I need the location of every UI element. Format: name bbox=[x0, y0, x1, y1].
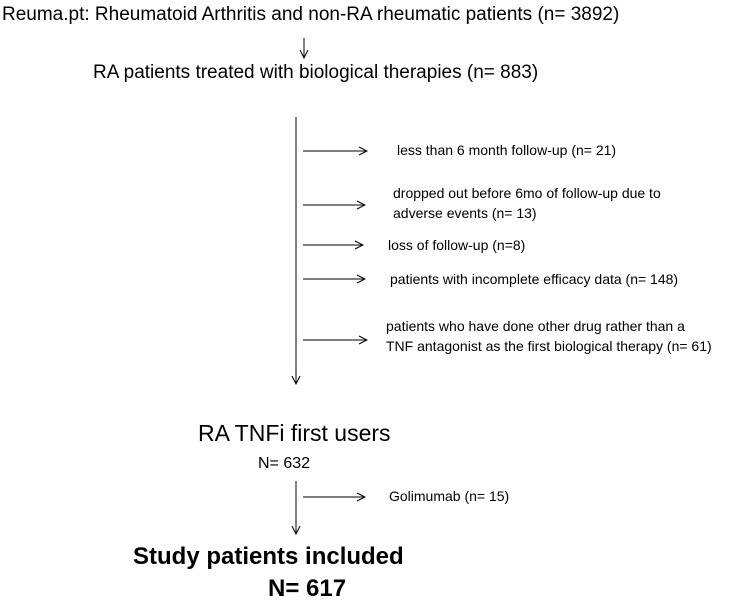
exclusion-other-first-drug bbox=[386, 317, 712, 356]
exclusion-adverse-events bbox=[393, 184, 661, 223]
exclusion-less-than-6-month bbox=[397, 142, 616, 159]
exclusion-line: patients who have done other drug rather than a bbox=[386, 318, 685, 334]
exclusion-line: TNF antagonist as the first biological therapy (n= 61) bbox=[386, 337, 712, 354]
exclusion-loss-of-follow-up bbox=[388, 237, 525, 254]
exclusion-line: adverse events (n= 13) bbox=[393, 204, 537, 221]
exclusion-incomplete-efficacy bbox=[390, 271, 678, 288]
exclusion-golimumab: Golimumab (n= 15) bbox=[389, 488, 510, 504]
exclusion-line: loss of follow-up (n=8) bbox=[388, 237, 526, 253]
tnfi-first-users-count: N= 632 bbox=[258, 455, 311, 472]
tnfi-first-users-label: RA TNFi first users bbox=[198, 420, 391, 446]
source-population-label: Reuma.pt: Rheumatoid Arthritis and non-RA rheumatic patients (n= 3892) bbox=[2, 4, 620, 25]
ra-biologic-patients-label: RA patients treated with biological therapies (n= 883) bbox=[93, 62, 539, 83]
study-patients-included-count: N= 617 bbox=[268, 575, 347, 602]
exclusion-line: patients with incomplete efficacy data (n= 148) bbox=[390, 271, 679, 287]
study-patients-included-label: Study patients included bbox=[133, 543, 404, 570]
exclusion-line: less than 6 month follow-up (n= 21) bbox=[397, 142, 617, 158]
exclusion-line: dropped out before 6mo of follow-up due to bbox=[393, 185, 661, 201]
